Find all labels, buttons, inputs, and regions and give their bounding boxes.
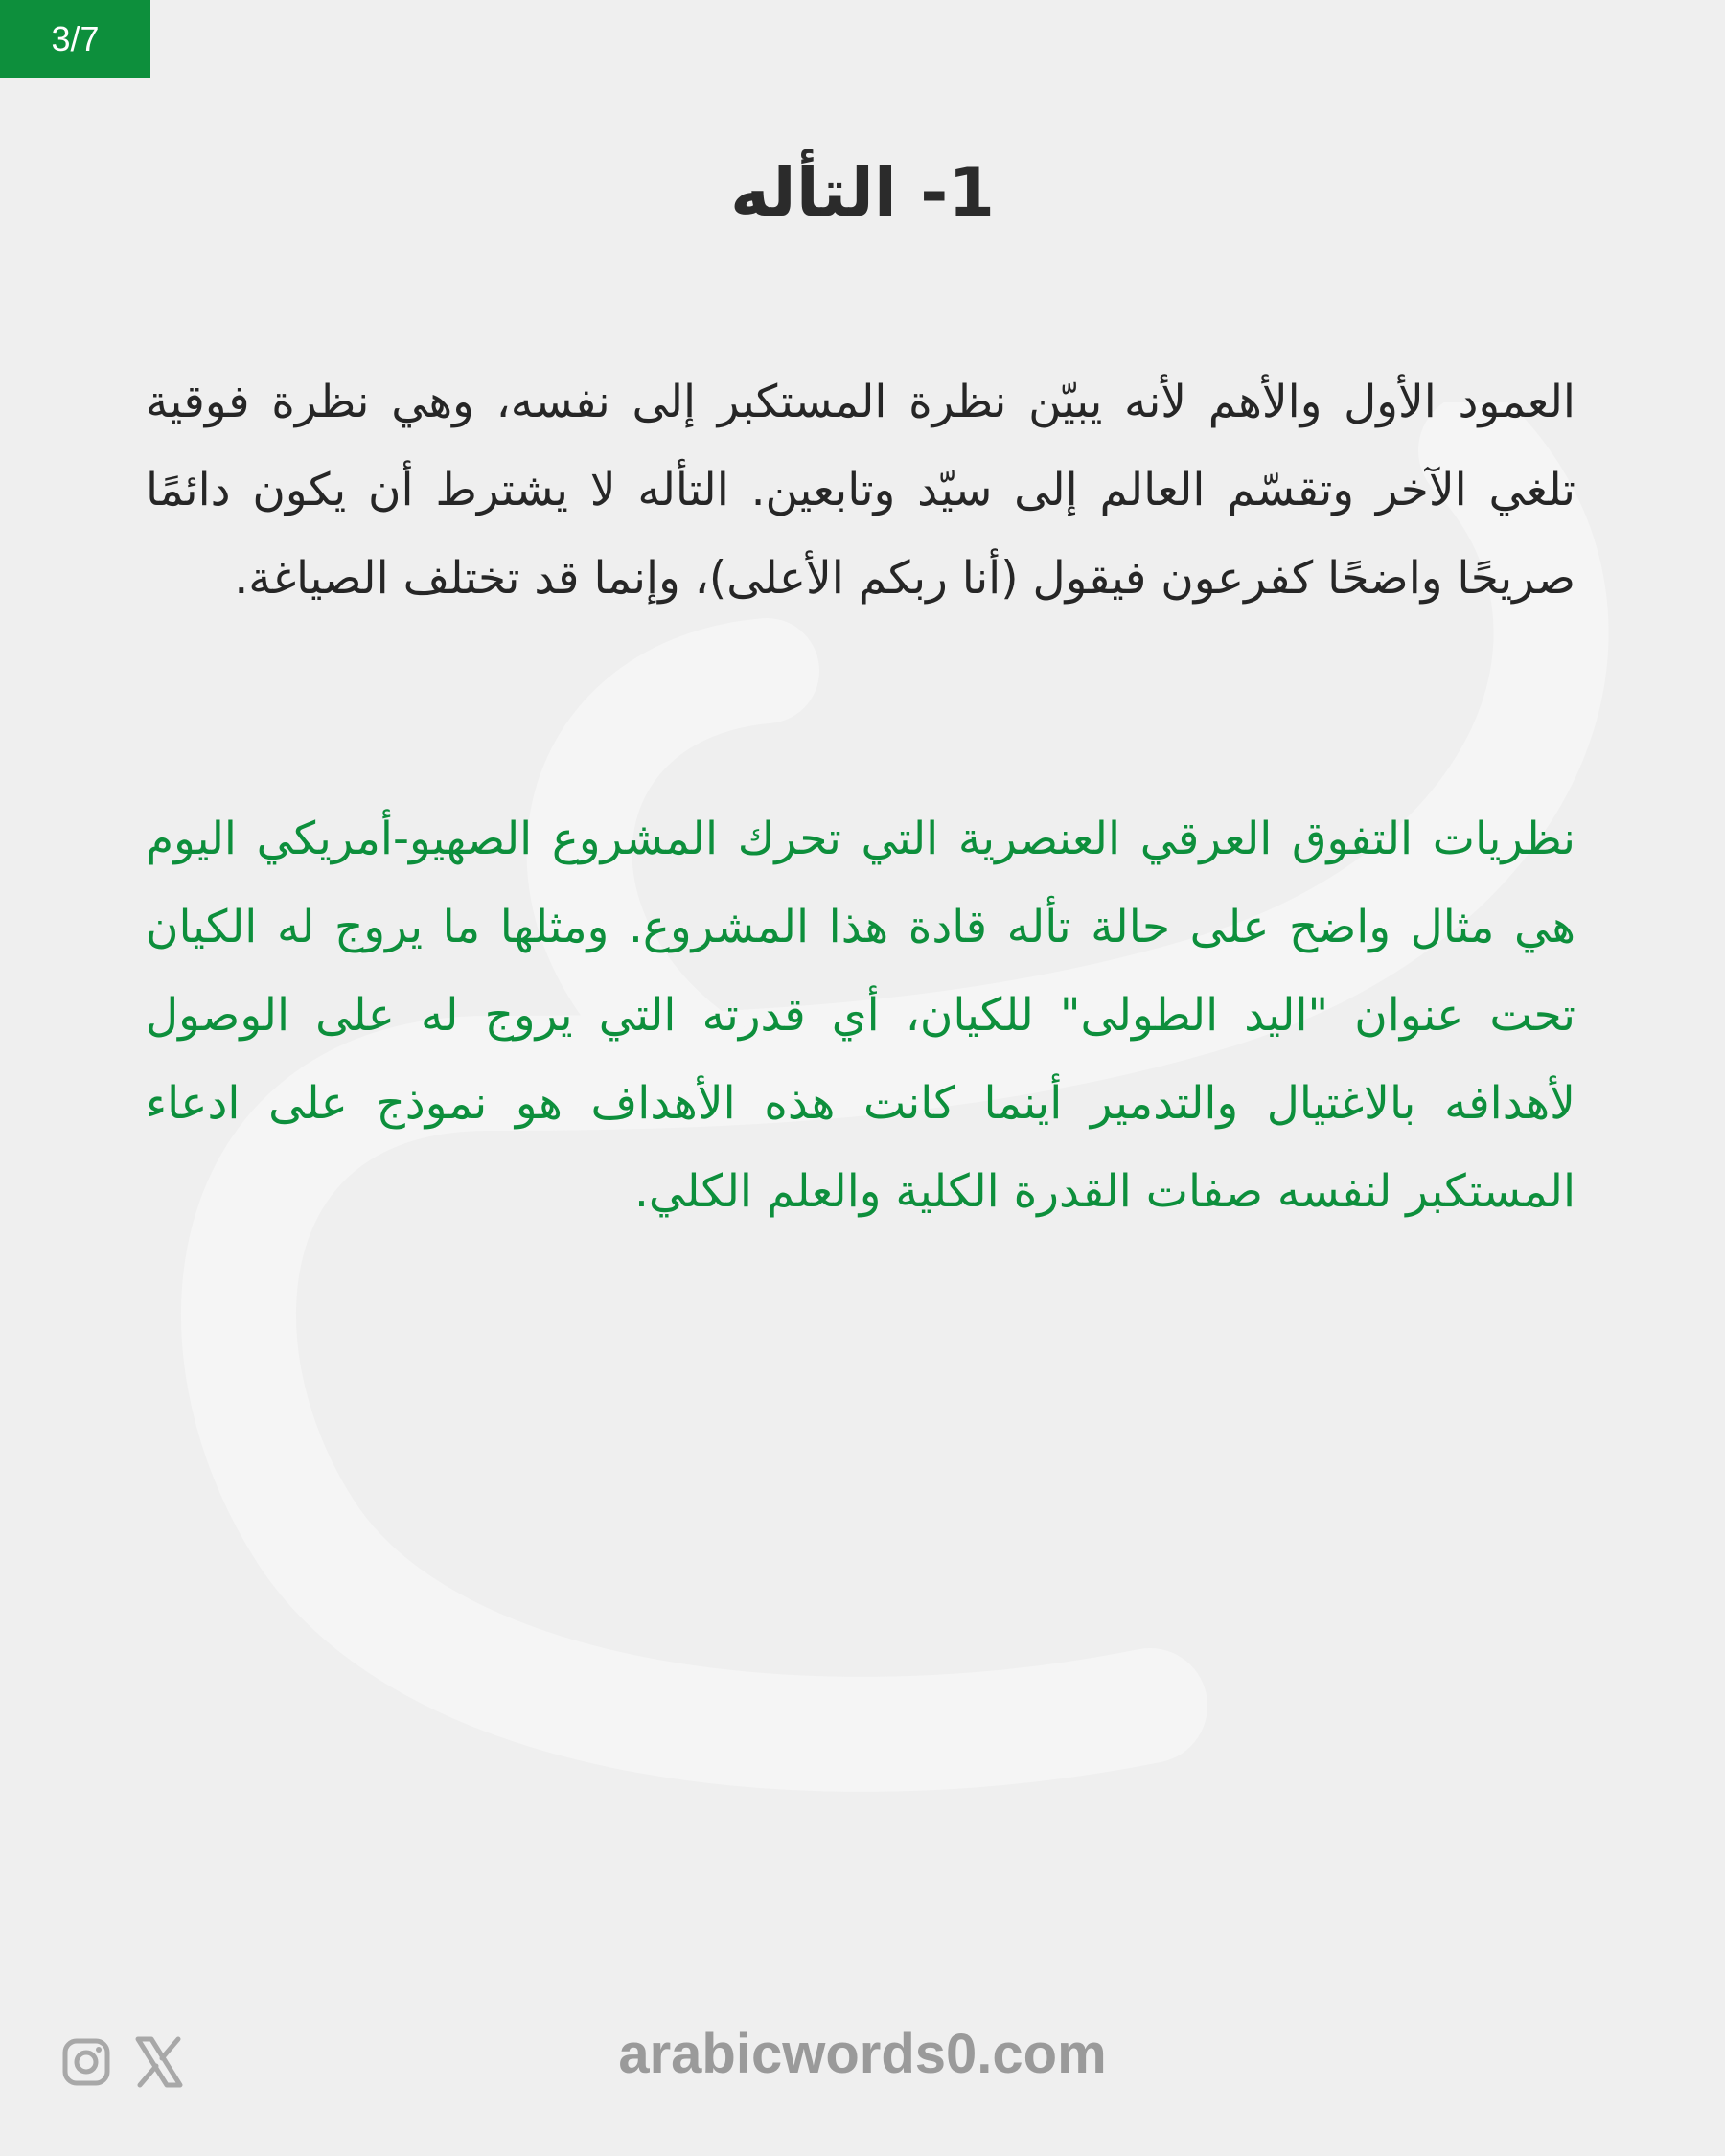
page-title: 1- التأله [729, 153, 995, 232]
page-indicator: 3/7 [0, 0, 150, 78]
example-paragraph: نظريات التفوق العرقي العنصرية التي تحرك المشروع الصهيو-أمريكي اليوم هي مثال واضح على حالة تأله قادة هذا المشروع. ومثلها ما يروج له الكيان تحت عنوان "اليد الطولى" للكيان، أي قدرته التي يروج له على الوصول لأهدافه بالاغتيال والتدمير أينما كانت هذه الأهداف هو نموذج على ادعاء المستكبر لنفسه صفات القدرة الكلية والعلم الكلي. [146, 813, 1576, 1218]
website-url[interactable]: arabicwords0.com [618, 2023, 1107, 2085]
intro-paragraph: العمود الأول والأهم لأنه يبيّن نظرة المستكبر إلى نفسه، وهي نظرة فوقية تلغي الآخر وتقسّم العالم إلى سيّد وتابعين. التأله لا يشترط أن يكون دائمًا صريحًا واضحًا كفرعون فيقول (أنا ربكم الأعلى)، وإنما قد تختلف الصياغة. [146, 376, 1576, 605]
